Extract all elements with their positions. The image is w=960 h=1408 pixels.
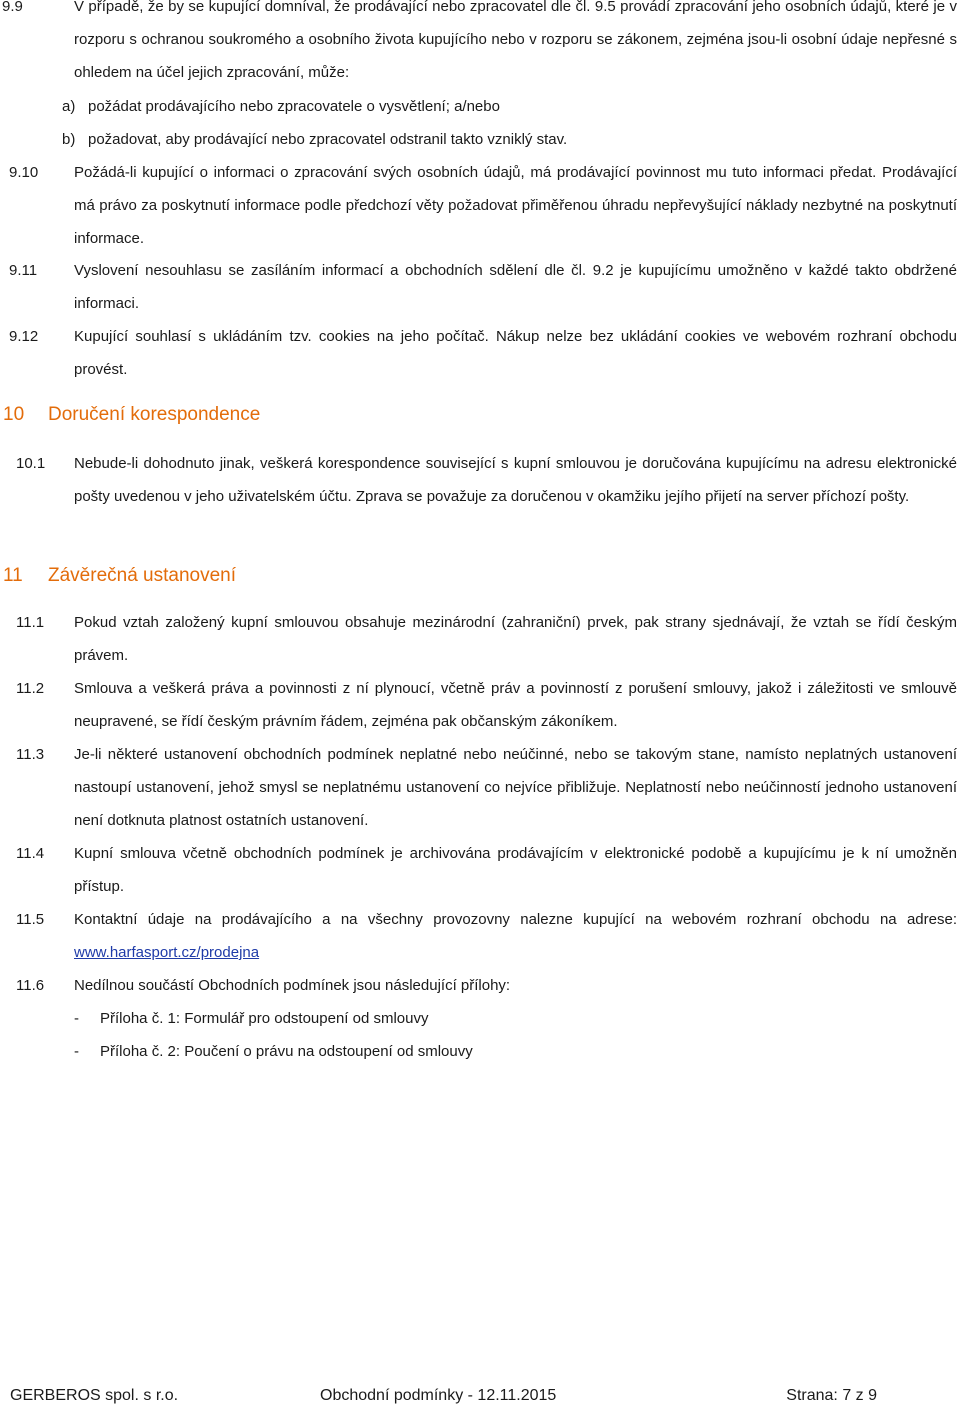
section-title: Doručení korespondence [48,404,261,425]
clause-10-1 [0,447,960,513]
prodejna-link[interactable]: www.harfasport.cz/prodejna [74,944,260,961]
clause-11-3 [0,738,960,837]
list-dash: - [74,1010,79,1027]
clause-number: 9.9 [2,0,23,15]
list-text: požadovat, aby prodávající nebo zpracovatel odstranil takto vzniklý stav. [88,131,568,148]
clause-text: Smlouva a veškerá práva a povinnosti z ní plynoucí, včetně práv a povinností z porušení smlouvy, jakož i záležitosti ve smlouvě neupravené, se řídí českým právním řádem, zejména pak občanským zákoníkem. [74,680,957,730]
clause-number: 9.12 [9,328,39,345]
clause-number: 11.2 [16,680,45,697]
clause-number: 10.1 [16,455,46,472]
clause-number: 9.11 [9,262,38,279]
attachment-text: Příloha č. 1: Formulář pro odstoupení od smlouvy [100,1010,429,1027]
clause-text [74,903,957,969]
clause-text: Kupující souhlasí s ukládáním tzv. cookies na jeho počítač. Nákup nelze bez ukládání cookies ve webovém rozhraní obchodu provést. [74,328,957,378]
clause-9-9-b [62,123,567,156]
clause-11-5 [0,903,960,969]
attachment-item-2 [74,1035,473,1068]
section-number: 11 [3,565,23,586]
clause-number: 11.3 [16,746,45,763]
clause-11-2 [0,672,960,738]
clause-9-9-a [62,90,500,123]
clause-text: Kupní smlouva včetně obchodních podmínek je archivována prodávajícím v elektronické podobě a kupujícímu je k ní umožněn přístup. [74,845,957,895]
clause-number: 11.1 [16,614,45,631]
clause-9-11 [0,254,960,320]
attachment-item-1 [74,1002,429,1035]
clause-11-4 [0,837,960,903]
section-heading-11 [3,563,236,589]
list-label: a) [62,98,76,115]
section-heading-10 [3,402,260,428]
list-dash: - [74,1043,79,1060]
list-label: b) [62,131,76,148]
footer-page-number: Strana: 7 z 9 [786,1387,877,1404]
clause-11-1 [0,606,960,672]
clause-text: Je-li některé ustanovení obchodních podmínek neplatné nebo neúčinné, nebo se takovým stane, namísto neplatných ustanovení nastoupí ustanovení, jehož smysl se neplatnému ustanovení co nejvíce přibližuje. Neplatností nebo neúčinností jednoho ustanovení není dotknuta platnost ostatních ustanovení. [74,746,957,829]
clause-text-body: Kontaktní údaje na prodávajícího a na všechny provozovny nalezne kupující na webovém rozhraní obchodu na adrese: [74,911,957,928]
clause-text: V případě, že by se kupující domníval, že prodávající nebo zpracovatel dle čl. 9.5 provádí zpracování jeho osobních údajů, které je v rozporu s ochranou soukromého a osobního života kupujícího nebo v rozporu se zákonem, zejména jsou-li osobní údaje nepřesné s ohledem na účel jejich zpracování, může: [74,0,957,81]
clause-text: Vyslovení nesouhlasu se zasíláním informací a obchodních sdělení dle čl. 9.2 je kupujícímu umožněno v každé takto obdržené informaci. [74,262,957,312]
clause-number: 11.4 [16,845,45,862]
clause-text: Nedílnou součástí Obchodních podmínek jsou následující přílohy: [74,977,511,994]
clause-text: Nebude-li dohodnuto jinak, veškerá korespondence související s kupní smlouvou je doručována kupujícímu na adresu elektronické pošty uvedenou v jeho uživatelském účtu. Zprava se považuje za doručenou v okamžiku jejího přijetí na server příchozí pošty. [74,455,957,505]
section-title: Závěrečná ustanovení [48,565,237,586]
footer-company: GERBEROS spol. s r.o. [10,1387,179,1404]
clause-9-12 [0,320,960,386]
footer-document: Obchodní podmínky - 12.11.2015 [320,1387,557,1404]
clause-9-9 [0,0,960,89]
clause-11-6 [0,969,960,1002]
section-number: 10 [3,404,25,425]
clause-number: 9.10 [9,164,39,181]
list-text: požádat prodávajícího nebo zpracovatele o vysvětlení; a/nebo [88,98,500,115]
clause-9-10 [0,156,960,255]
clause-text: Pokud vztah založený kupní smlouvou obsahuje mezinárodní (zahraniční) prvek, pak strany sjednávají, že vztah se řídí českým právem. [74,614,957,664]
clause-text: Požádá-li kupující o informaci o zpracování svých osobních údajů, má prodávající povinnost mu tuto informaci předat. Prodávající má právo za poskytnutí informace podle předchozí věty požadovat přiměřenou úhradu nepřevyšující náklady nezbytné na poskytnutí informace. [74,164,957,247]
attachment-text: Příloha č. 2: Poučení o právu na odstoupení od smlouvy [100,1043,473,1060]
clause-number: 11.5 [16,911,45,928]
clause-number: 11.6 [16,977,45,994]
